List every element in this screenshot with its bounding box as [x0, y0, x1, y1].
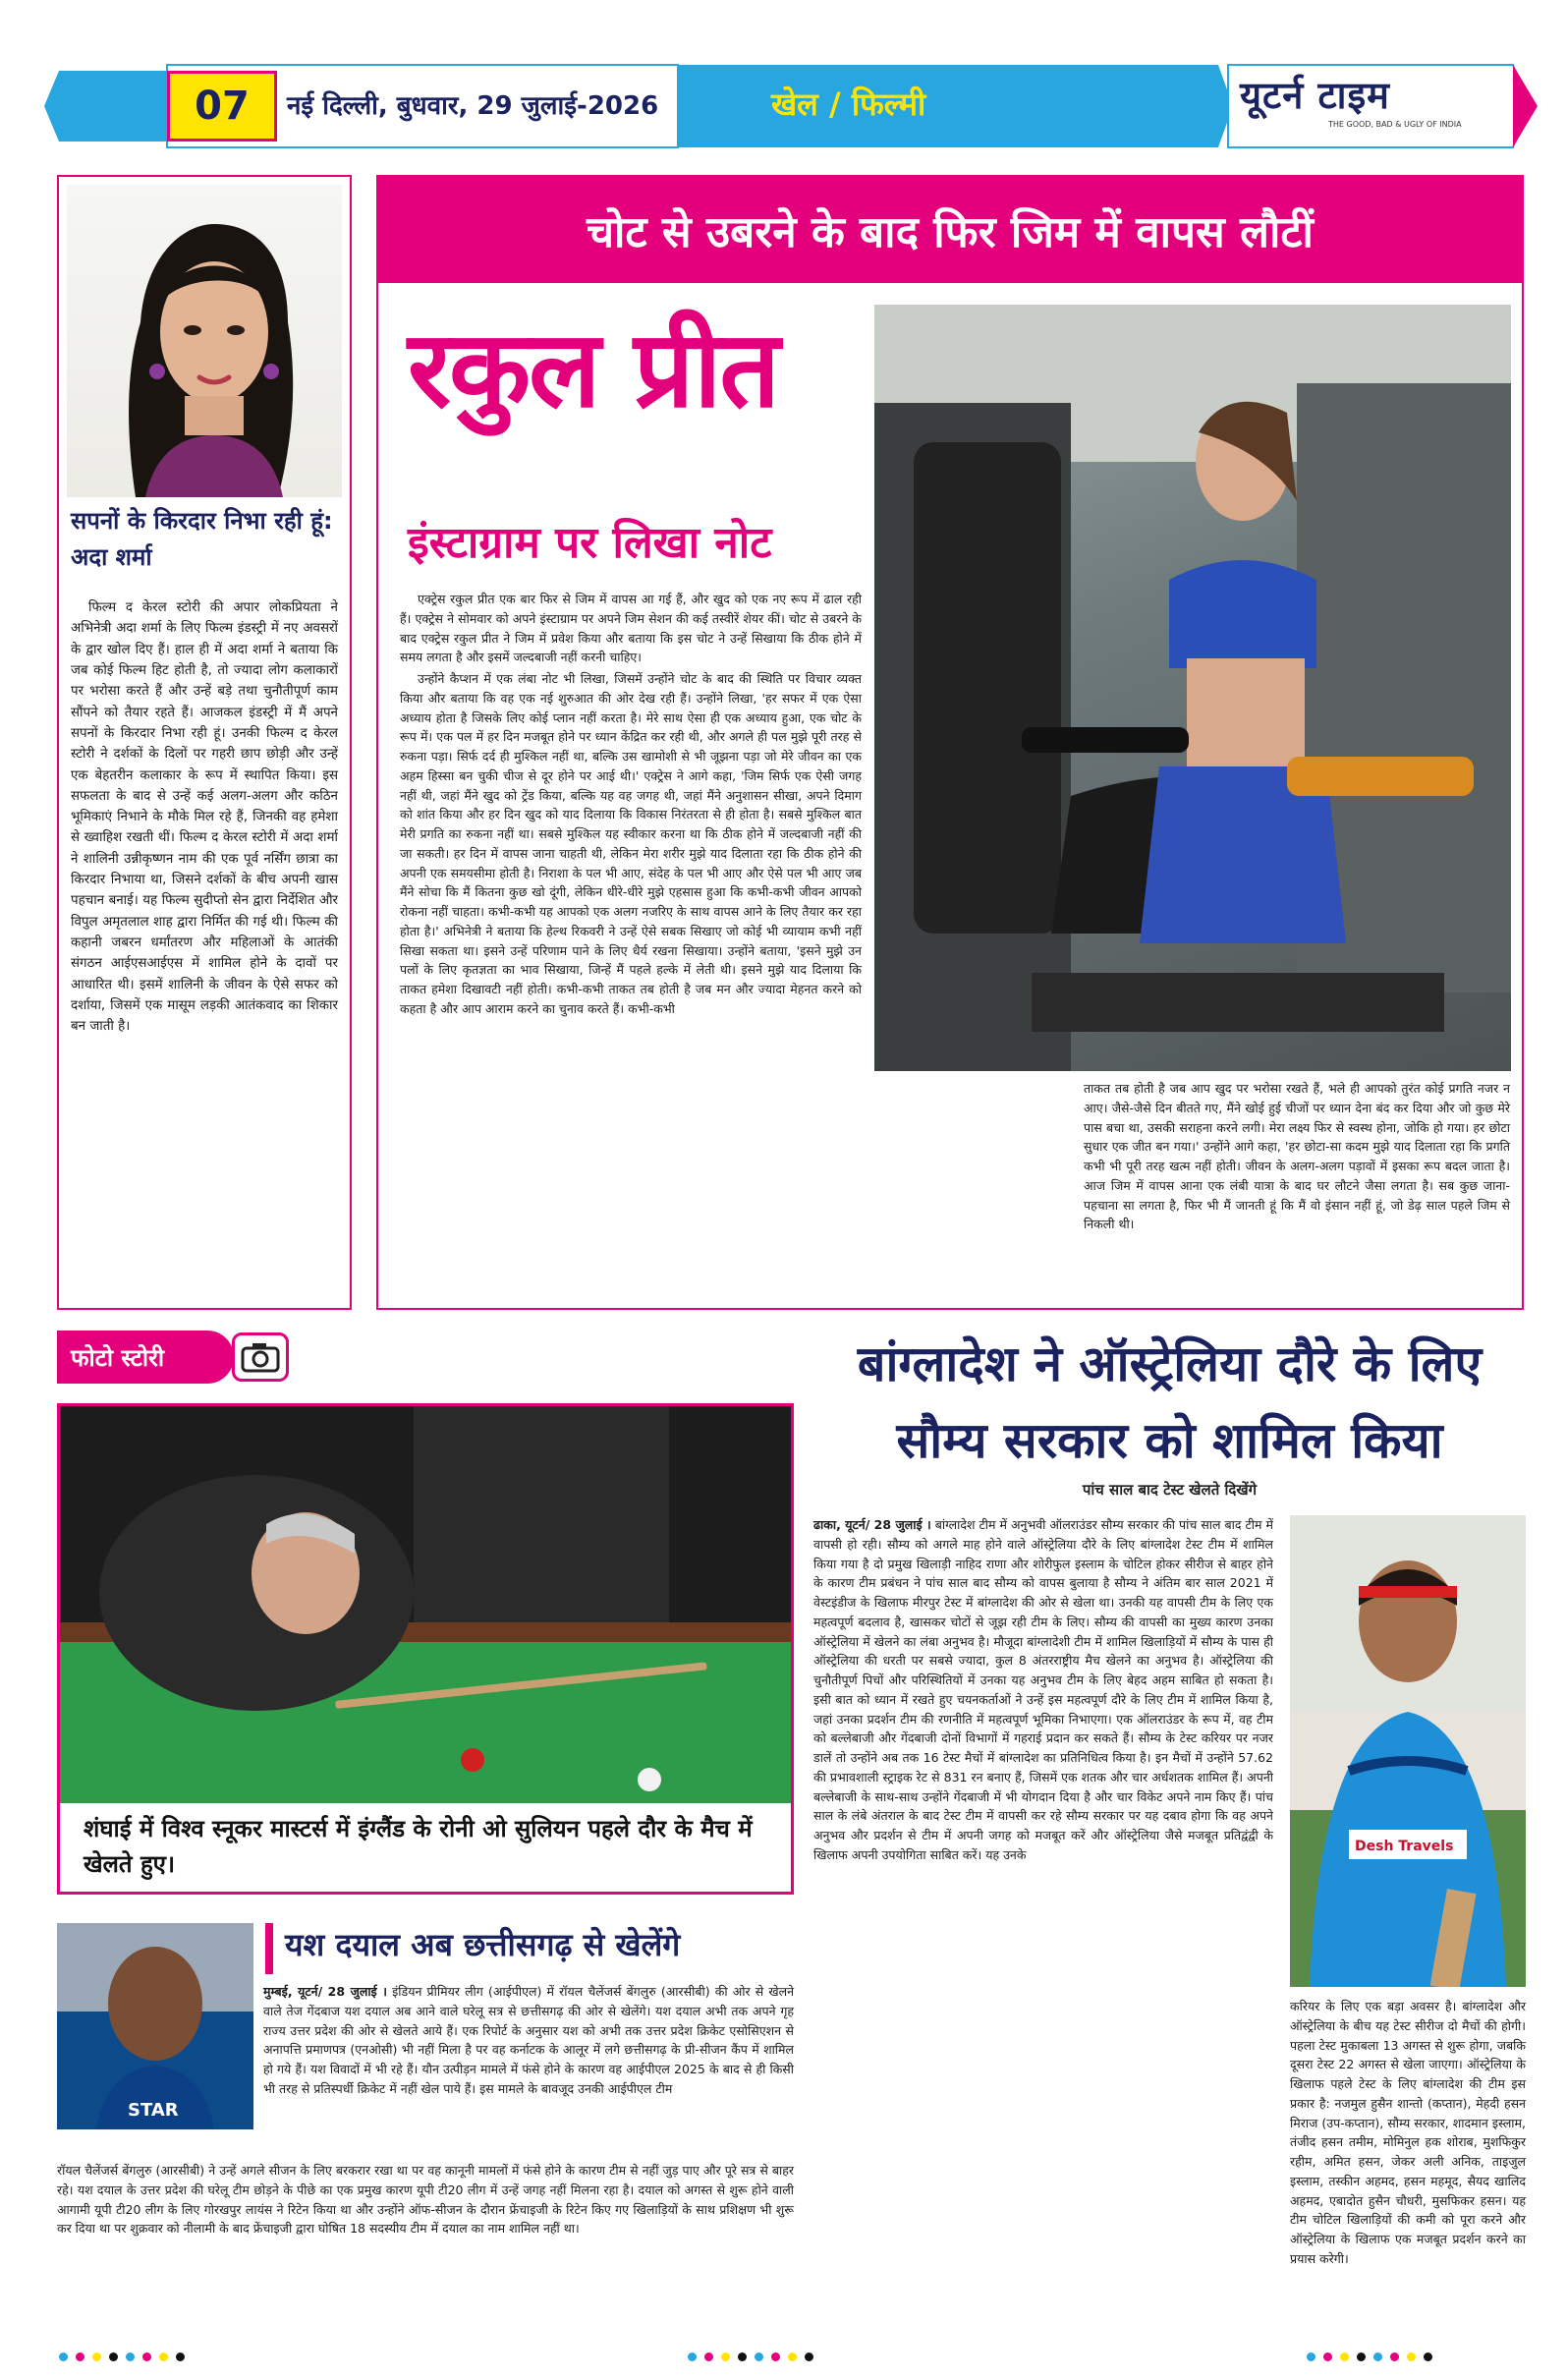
bangladesh-col2-text: करियर के लिए एक बड़ा अवसर है। बांग्लादेश और ऑस्ट्रेलिया के बीच यह टेस्ट सीरीज दो मैचों की होगी। पहला टेस्ट मुकाबला 13 अगस्त से शुरू होगा, जबकि दूसरा टेस्ट 22 अगस्त से खेला जाएगा। ऑस्ट्रेलिया के खिलाफ पहले टेस्ट के लिए बांग्लादेश की टीम इस प्रकार है: नजमुल हुसैन शान्तो (कप्तान), मेहदी हसन मिराज (उप-कप्तान), सौम्य सरकार, शादमान इस्लाम, तंजीद हसन तमीम, मोमिनुल हक शोराब, मुशफिकुर रहीम, अमित हसन, जेकर अली अनिक, ताइजुल इस्लाम, तस्कीन अहमद, हसन महमूद, सैयद खालिद अहमद, एबादोत हुसैन चौधरी, मुसफिकर हसन। यह टीम चोटिल खिलाड़ियों की कमी को पूरा करने और ऑस्ट्रेलिया के खिलाफ एक मजबूत प्रदर्शन करने का प्रयास करेगी।: [1290, 1999, 1526, 2266]
photo-story-caption-text: शंघाई में विश्व स्नूकर मास्टर्स में इंग्लैंड के रोनी ओ सुलियन पहले दौर के मैच में खेलते हुए।: [84, 1815, 753, 1878]
rakul-paragraph-1: एक्ट्रेस रकुल प्रीत एक बार फिर से जिम में वापस आ गई हैं, और खुद को एक नए रूप में ढाल रही हैं। एक्ट्रेस ने सोमवार को अपने इंस्टाग्राम पर अपने जिम सेशन की कई तस्वीरें शेयर कीं। चोट से उबरने के बाद एक्ट्रेस रकुल प्रीत ने जिम में प्रवेश किया और बताया कि इस चोट ने उन्हें सिखाया कि ठीक होने में समय लगता है और इसमें जल्दबाजी नहीं करनी चाहिए।: [400, 592, 862, 665]
photo-story-label: [57, 1331, 234, 1384]
rakul-col3: [1084, 1079, 1510, 1236]
rakul-article: [376, 175, 1524, 1310]
page-number-box: [167, 71, 277, 142]
rakul-name: रकुल प्रीत: [408, 309, 778, 431]
yash-tail-text: रॉयल चैलेंजर्स बेंगलुरु (आरसीबी) ने उन्हें अगले सीजन के लिए बरकरार रखा था पर वह कानूनी मामलों में फंसे होने के कारण टीम से नहीं जुड़ पाए और पूरे सत्र से बाहर रहे। यश दयाल के उत्तर प्रदेश की घरेलू टीम छोड़ने के पीछे का एक प्रमुख कारण यूपी टी20 लीग में उन्हें जगह नहीं मिलना रहा है। दयाल को अगस्त से शुरू होने वाली आगामी यूपी टी20 लीग के लिए गोरखपुर लायंस ने रिटेन किया था और उन्होंने ऑफ-सीजन के दौरान फ्रेंचाइजी के रिटेन किए गए खिलाड़ियों के साथ प्रशिक्षण भी शुरू कर दिया था पर शुक्रवार को नीलामी के बाद फ्रेंचाइजी द्वारा घोषित 18 सदस्यीय टीम में दयाल का नाम शामिल नहीं था।: [57, 2163, 794, 2237]
yash-headline-bar: [265, 1923, 792, 1974]
footer-dots-right: [1307, 2352, 1432, 2361]
bangladesh-headline-2: सौम्य सरकार को शामिल किया: [896, 1412, 1443, 1469]
rakul-paragraph-2: उन्होंने कैप्शन में एक लंबा नोट भी लिखा, जिसमें उन्होंने चोट के बाद की स्थिति पर विचार व्यक्त किया और बताया कि वह एक नई शुरुआत की ओर देख रही हैं। उन्होंने लिखा, 'हर सफर में एक ऐसा अध्याय होता है जिसके लिए कोई प्लान नहीं करता है। मेरे साथ ऐसा ही एक अध्याय हुआ, एक चोट के रूप में। एक पल में हर दिन मजबूत होने पर ध्यान केंद्रित कर रही थी, और अगले ही पल मुझे पूरी तरह से रुकना पड़ा। सिर्फ दर्द ही मुश्किल नहीं था, बल्कि उस खामोशी से भी जूझना पड़ा जो मेरे जीवन का एक अहम हिस्सा बन चुकी चीज से दूर होने पर आई थी।' एक्ट्रेस ने आगे कहा, 'जिम सिर्फ एक ऐसी जगह नहीं थी, जहां मैंने खुद को ट्रेंड किया, बल्कि यह वह जगह थी, जहां मैंने अनुशासन सीखा, अपने दिमाग को शांत किया और हर दिन खुद को याद दिलाया कि विकास निरंतरता से ही होता है। सबसे मुश्किल बात मेरी प्रगति का रुकना नहीं था। सबसे मुश्किल यह स्वीकार करना था कि ठीक होने में जल्दबाजी नहीं की जा सकती। हर दिन में वापस जाना चाहती थी, लेकिन मेरा शरीर मुझे याद दिलाता रहा कि ठीक होने की अपनी एक समयसीमा होती है। निराशा के पल भी आए, संदेह के पल भी आए और ऐसे पल भी आए जब मैंने सोचा कि मैं कितना कुछ खो दूंगी, लेकिन धीरे-धीरे मुझे एहसास हुआ कि कभी-कभी जीवन आपको रोकना नहीं चाहता। कभी-कभी यह आपको एक अलग नजरिए के साथ वापस आने के लिए तैयार कर रहा होता है।' अभिनेत्री ने बताया कि हेल्थ रिकवरी ने उन्हें ऐसे सबक सिखाए जो कोई भी व्यायाम कभी नहीं सिखा सकता था। इसने उन्हें परिणाम पाने के लिए धैर्य रखना सिखाया। उन्होंने बताया, 'इसने मुझे उन पलों के लिए कृतज्ञता का भाव सिखाया, जिन्हें मैं पहले हल्के में लेती थी। इसने मुझे याद दिलाया कि ताकत हमेशा दिखावटी नहीं होती। कभी-कभी ताकत तब होती है जब मन और ज्यादा मेहनत करने को कहता है और आप आराम करने का चुनाव करते हैं। कभी-कभी: [400, 671, 862, 1016]
photo-story-caption: [60, 1803, 791, 1892]
bangladesh-headline-1: बांग्लादेश ने ऑस्ट्रेलिया दौरे के लिए: [857, 1335, 1483, 1392]
bangladesh-col1-text: बांग्लादेश टीम में अनुभवी ऑलराउंडर सौम्य सरकार की पांच साल बाद टीम में वापसी हो रही। सौम्य को अगले माह होने वाले ऑस्ट्रेलिया दौरे के लिए बांग्लादेश टेस्ट टीम में शामिल किया गया है दो प्रमुख खिलाड़ी नाहिद राणा और शोरीफुल इस्लाम के चोटिल होकर सीरीज से बाहर होने के कारण टीम प्रबंधन ने पांच साल बाद सौम्य को वापस बुलाया है सौम्य ने अंतिम बार साल 2021 में वेस्टइंडीज के खिलाफ मीरपुर टेस्ट में बांग्लादेश की ओर से खेला था। उनकी यह वापसी टीम के लिए एक महत्वपूर्ण बदलाव है, खासकर चोटों से जूझ रही टीम के लिए। सौम्य की वापसी का मुख्य कारण उनका ऑस्ट्रेलिया में खेलने का लंबा अनुभव है। मौजूदा बांग्लादेशी टीम में शामिल खिलाड़ियों में सौम्य के पास ही ऑस्ट्रेलिया की धरती पर सबसे ज्यादा, कुल 8 अंतरराष्ट्रीय मैच खेलने का अनुभव है। ऑस्ट्रेलिया की चुनौतीपूर्ण पिचों और परिस्थितियों में उनका यह अनुभव टीम के लिए बेहद अहम साबित हो सकता है। इसी बात को ध्यान में रखते हुए चयनकर्ताओं ने उन्हें इस महत्वपूर्ण दौरे के लिए टीम में शामिल किया है, जहां उनका प्रदर्शन टीम की रणनीति में महत्वपूर्ण भूमिका निभाएगा। एक ऑलराउंडर के रूप में, वह टीम को बल्लेबाजी और गेंदबाजी दोनों विभागों में गहराई प्रदान कर सकते हैं। सौम्य के टेस्ट करियर पर नजर डालें तो उन्होंने अब तक 16 टेस्ट मैचों में बांग्लादेश का प्रतिनिधित्व किया है। इन मैचों में उन्होंने 57.62 की प्रभावशाली स्ट्राइक रेट से 831 रन बनाए हैं, जिसमें एक शतक और चार अर्धशतक शामिल हैं। अपनी बल्लेबाजी के साथ-साथ उन्होंने गेंदबाजी में भी योगदान दिया है और चार विकेट अपने नाम किए हैं। पांच साल के लंबे अंतराल के बाद टेस्ट टीम में वापसी कर रहे सौम्य सरकार पर यह दबाव होगा कि वह अपने अनुभव और प्रदर्शन से टीम में अपनी जगह को मजबूत करें और ऑस्ट्रेलिया जैसे मजबूत प्रतिद्वंद्वी के खिलाफ अपनी उपयोगिता साबित करें। यह उनके: [813, 1517, 1273, 1862]
bangladesh-dateline: ढाका, यूटर्न/ 28 जुलाई ।: [813, 1517, 931, 1532]
camera-icon: [232, 1332, 289, 1382]
logo-text: यूटर्न टाइम: [1240, 74, 1390, 117]
adah-sidebar: [57, 175, 352, 1310]
rakul-gym-photo: [874, 305, 1511, 1071]
bangladesh-subhead: पांच साल बाद टेस्ट खेलते दिखेंगे: [1082, 1481, 1258, 1499]
footer-dots-center: [688, 2352, 813, 2361]
page-number: 07: [195, 84, 250, 129]
photo-story-frame: [57, 1403, 794, 1895]
photo-story-label-text: फोटो स्टोरी: [71, 1343, 165, 1372]
jersey-sponsor-text: Desh Travels: [1355, 1839, 1454, 1854]
rakul-banner: [378, 177, 1522, 283]
yash-lead: [263, 1982, 794, 2101]
yash-headline: यश दयाल अब छत्तीसगढ़ से खेलेंगे: [285, 1926, 681, 1963]
logo-tagline: THE GOOD, BAD & UGLY OF INDIA: [1328, 120, 1462, 129]
rakul-col1: [400, 590, 862, 1021]
masthead-logo: [1240, 69, 1505, 143]
adah-body: [71, 597, 338, 1040]
adah-sharma-photo: [67, 185, 342, 497]
yash-jersey-text: STAR: [128, 2100, 179, 2121]
soumya-sarkar-photo: [1290, 1515, 1526, 1987]
yash-dateline: मुम्बई, यूटर्न/ 28 जुलाई ।: [263, 1984, 387, 1999]
footer-dots-left: [59, 2352, 185, 2361]
rakul-paragraph-3: ताकत तब होती है जब आप खुद पर भरोसा रखते हैं, भले ही आपको तुरंत कोई प्रगति नजर न आए। जैसे-जैसे दिन बीतते गए, मैंने खोई हुई चीजों पर ध्यान देना बंद कर दिया और जो कुछ मेरे पास बचा था, उसकी सराहना करने लगी। मेरा लक्ष्य फिर से स्वस्थ होना, जोकि हो गया। हर छोटा सुधार एक जीत बन गया।' उन्होंने आगे कहा, 'हर छोटा-सा कदम मुझे याद दिलाता रहा कि प्रगति कभी भी पूरी तरह खत्म नहीं होती। जीवन के अलग-अलग पड़ावों में इसका रूप बदल जाता है। आज जिम में वापस आना एक लंबी यात्रा के बाद घर लौटने जैसा लगता है। सब कुछ जाना-पहचाना सा लगता है, फिर भी मैं जानती हूं कि मैं वो इंसान नहीं हूं, जो डेढ़ साल पहले जिम से निकली थी।: [1084, 1081, 1510, 1232]
bangladesh-col2: [1290, 1997, 1526, 2271]
yash-tail: [57, 2161, 794, 2240]
bangladesh-col1: [813, 1515, 1273, 1867]
yash-article: [57, 1921, 794, 2299]
yash-dayal-photo: [57, 1923, 253, 2129]
adah-headline: सपनों के किरदार निभा रही हूं: अदा शर्मा: [71, 507, 333, 572]
section-label: खेल / फिल्मी: [771, 85, 926, 123]
dateline: नई दिल्ली, बुधवार, 29 जुलाई-2026: [287, 91, 659, 121]
header-bar: [0, 59, 1567, 153]
bangladesh-article: [813, 1323, 1526, 2305]
rakul-subhead: इंस्टाग्राम पर लिखा नोट: [408, 518, 772, 568]
yash-lead-text: इंडियन प्रीमियर लीग (आईपीएल) में रॉयल चैलेंजर्स बेंगलुरु (आरसीबी) की ओर से खेलने वाले तेज गेंदबाज यश दयाल अब आने वाले घरेलू सत्र से छत्तीसगढ़ की ओर से खेलेंगे। यश दयाल अभी तक अपने गृह राज्य उत्तर प्रदेश की ओर से खेलते आये हैं। एक रिपोर्ट के अनुसार यश को अभी तक उत्तर प्रदेश क्रिकेट एसोसिएशन से अनापत्ति प्रमाणपत्र (एनओसी) भी नहीं मिला है पर वह कर्नाटक के आलूर में लगे छत्तीसगढ़ के प्री-सीजन कैंप में शामिल हो गये हैं। यश विवादों में भी रहे हैं। यौन उत्पीड़न मामले में फंसे होने के कारण वह आईपीएल 2025 के बाद से ही किसी भी तरह से प्रतिस्पर्धी क्रिकेट में नहीं खेल पाये हैं। इस मामले के बावजूद उनकी आईपीएल टीम: [263, 1984, 795, 2096]
rakul-banner-text: चोट से उबरने के बाद फिर जिम में वापस लौटीं: [587, 207, 1314, 257]
adah-paragraph: फिल्म द केरल स्टोरी की अपार लोकप्रियता ने अभिनेत्री अदा शर्मा के लिए फिल्म इंडस्ट्री में नए अवसरों के द्वार खोल दिए हैं। हाल ही में अदा शर्मा ने बताया कि जब कोई फिल्म हिट होती है, तो ज्यादा लोग कलाकारों पर भरोसा करते हैं और उन्हें बड़े तथा चुनौतीपूर्ण काम सौंपने को तैयार रहते हैं। आजकल इंडस्ट्री में मैं अपने सपनों के किरदार निभा रही हूं। उनकी फिल्म द केरल स्टोरी ने दर्शकों के दिलों पर गहरी छाप छोड़ी और उन्हें एक बेहतरीन कलाकार के रूप में स्थापित किया। इस सफलता के बाद से उन्हें कई अलग-अलग और कठिन भूमिकाएं निभाने के मौके मिल रहे हैं, जिनकी वह हमेशा से ख्वाहिश रखती थीं। फिल्म द केरल स्टोरी में अदा शर्मा ने शालिनी उन्नीकृष्णन नाम की एक पूर्व नर्सिंग छात्रा का किरदार निभाया था, जिसने दर्शकों के बीच अपनी खास पहचान बनाई। यह फिल्म सुदीप्तो सेन द्वारा निर्देशित और विपुल अमृतलाल शाह द्वारा निर्मित की गई थी। फिल्म की कहानी जबरन धर्मांतरण और महिलाओं के आतंकी संगठन आईएसआईएस में शामिल होने के दावों पर आधारित थी। इसमें शालिनी के जीवन के ऐसे सफर को दर्शाया, जिसमें एक मासूम लड़की आतंकवाद का शिकार बन जाती है।: [71, 600, 338, 1035]
